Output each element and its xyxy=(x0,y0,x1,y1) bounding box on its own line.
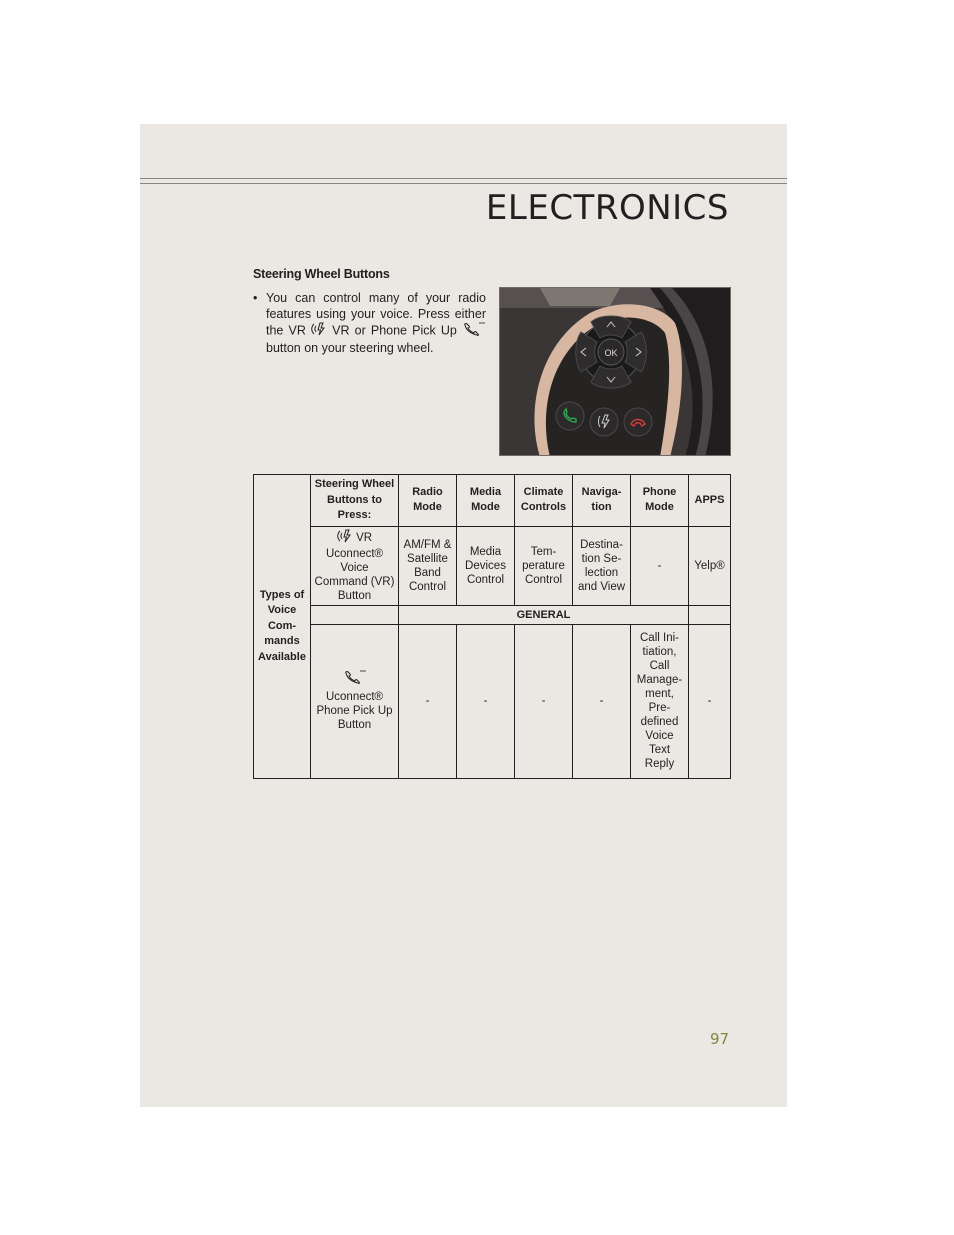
general-spacer-right xyxy=(689,605,731,624)
page-number: 97 xyxy=(710,1030,730,1048)
bullet-item xyxy=(253,290,486,356)
cell-phone-button xyxy=(311,624,399,778)
side-header-types: Types of Voice Com- mands Available xyxy=(254,475,311,779)
cell-radio: AM/FM & Satellite Band Control xyxy=(399,526,457,605)
cell-apps: - xyxy=(689,624,731,778)
col-header-apps: APPS xyxy=(689,475,731,527)
general-row xyxy=(254,605,731,624)
phone-pickup-icon xyxy=(462,322,486,340)
cell-climate: - xyxy=(515,624,573,778)
table-row xyxy=(254,624,731,778)
col-header-phone-mode: Phone Mode xyxy=(631,475,689,527)
col-header-radio-mode: Radio Mode xyxy=(399,475,457,527)
voice-command-icon xyxy=(337,529,353,547)
header-rule-secondary xyxy=(140,183,787,184)
cell-navigation: Destina- tion Se- lection and View xyxy=(573,526,631,605)
vr-button-text: Uconnect® Voice Command (VR) Button xyxy=(314,547,395,602)
col-header-navigation: Naviga- tion xyxy=(573,475,631,527)
section-title: ELECTRONICS xyxy=(485,188,729,228)
cell-navigation: - xyxy=(573,624,631,778)
col-header-steering-buttons: Steering Wheel Buttons to Press: xyxy=(311,475,399,527)
vr-label: VR xyxy=(356,531,373,544)
cell-apps: Yelp® xyxy=(689,526,731,605)
bullet-dot: • xyxy=(253,291,258,305)
cell-radio: - xyxy=(399,624,457,778)
cell-phone: Call Ini- tiation, Call Manage- ment, Pre- defined Voice Text Reply xyxy=(631,624,689,778)
voice-commands-table xyxy=(253,474,731,779)
cell-vr-button xyxy=(311,526,399,605)
bullet-text-2: or Phone Pick Up xyxy=(354,323,457,338)
bullet-text-1: You can control many of your radio features using your voice. Press either the VR xyxy=(266,291,486,338)
table-row xyxy=(254,526,731,605)
photo-ok-label: OK xyxy=(604,348,618,358)
cell-media: Media Devices Control xyxy=(457,526,515,605)
cell-climate: Tem- perature Control xyxy=(515,526,573,605)
phone-button-text: Uconnect® Phone Pick Up Button xyxy=(316,691,393,731)
voice-command-icon xyxy=(311,322,327,340)
general-label: GENERAL xyxy=(399,605,689,624)
col-header-climate-controls: Climate Controls xyxy=(515,475,573,527)
col-header-media-mode: Media Mode xyxy=(457,475,515,527)
cell-media: - xyxy=(457,624,515,778)
cell-phone: - xyxy=(631,526,689,605)
general-spacer-left xyxy=(311,605,399,624)
page-panel xyxy=(140,124,787,1107)
steering-wheel-photo xyxy=(499,287,731,456)
header-rule xyxy=(140,178,787,179)
bullet-vr-label: VR xyxy=(332,323,350,338)
phone-pickup-icon xyxy=(343,670,367,690)
bullet-text-3: button on your steering wheel. xyxy=(266,341,434,355)
subhead: Steering Wheel Buttons xyxy=(253,267,390,281)
